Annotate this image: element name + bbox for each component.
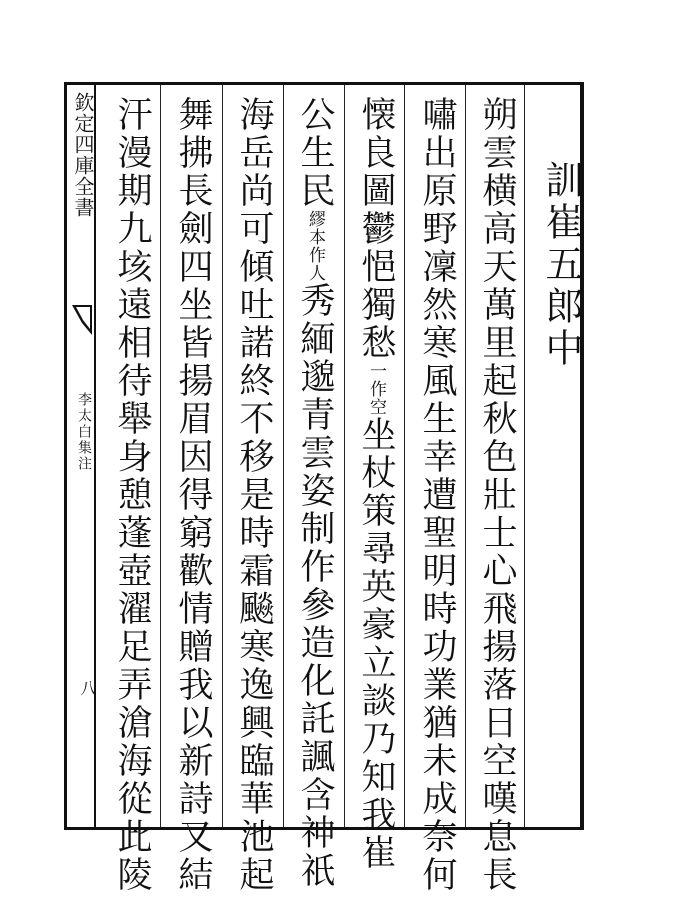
column-text-after-note: 秀緬邈青雲姿制作參造化託諷含神祇: [295, 282, 335, 890]
text-column-3: [351, 96, 401, 872]
variant-note: 繆本作人: [305, 210, 325, 282]
collection-title: 欽定四庫全書: [71, 92, 95, 218]
variant-note: 一作空: [366, 362, 386, 416]
text-column-1: 朔雲横高天萬里起秋色壯士心飛揚落日空嘆息長: [477, 96, 517, 894]
column-divider: [160, 85, 161, 827]
page-border-left: [64, 82, 67, 830]
book-name: 李太白集注: [76, 392, 92, 472]
poem-title: 訓崔五郎中: [539, 160, 583, 370]
text-column-5: 海岳尚可傾吐諾終不移是時霜飈寒逸興臨華池起: [234, 96, 274, 894]
column-divider: [524, 85, 525, 827]
column-divider: [283, 85, 284, 827]
text-column-2: 嘯出原野凜然寒風生幸遭聖明時功業猶未成奈何: [417, 96, 457, 894]
fish-tail-mark-icon: [70, 305, 94, 335]
column-divider: [465, 85, 466, 827]
page-number: 八: [78, 680, 97, 696]
column-text-before-note: 公生民: [295, 96, 335, 210]
column-text-before-note: 懐良圖鬱悒獨愁: [356, 96, 396, 362]
column-divider: [344, 85, 345, 827]
text-column-7: 汗漫期九垓遠相待舉身憩蓬壺濯足弄滄海從此陵: [112, 96, 152, 894]
column-divider: [404, 85, 405, 827]
column-text-after-note: 坐杖策尋英豪立談乃知我崔: [356, 416, 396, 872]
text-column-6: 舞拂長劍四坐皆揚眉因得窮歡情贈我以新詩又結: [173, 96, 213, 894]
text-column-4: [290, 96, 340, 890]
column-divider: [222, 85, 223, 827]
